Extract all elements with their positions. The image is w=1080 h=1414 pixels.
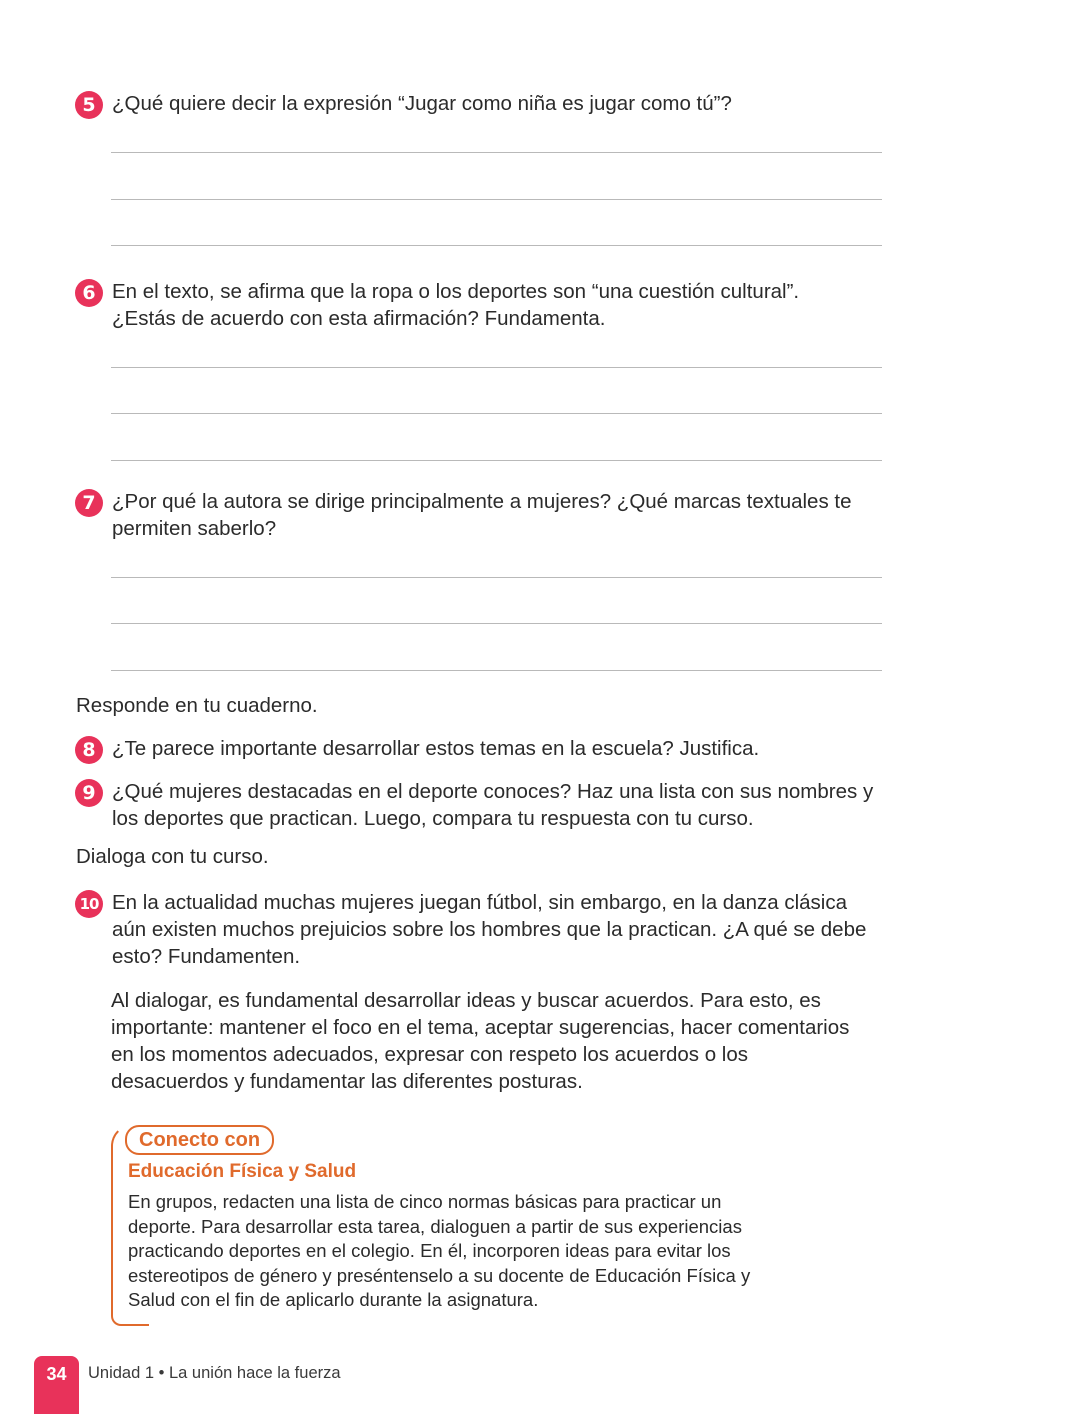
question-number-badge: 5 (75, 91, 103, 119)
section-heading-dialog: Dialoga con tu curso. (76, 845, 269, 868)
answer-line[interactable] (111, 623, 882, 624)
question-8 (75, 735, 895, 762)
answer-line[interactable] (111, 152, 882, 153)
answer-line[interactable] (111, 413, 882, 414)
answer-line[interactable] (111, 367, 882, 368)
answer-line[interactable] (111, 460, 882, 461)
question-text: ¿Qué mujeres destacadas en el deporte conoces? Haz una lista con sus nombres y los deportes que practican. Luego, compara tu respuesta con tu curso. (112, 780, 874, 830)
answer-line[interactable] (111, 245, 882, 246)
question-text: ¿Qué quiere decir la expresión “Jugar como niña es jugar como tú”? (112, 92, 732, 115)
question-text: En el texto, se afirma que la ropa o los deportes son “una cuestión cultural”. ¿Estás de acuerdo con esta afirmación? Fundamenta. (112, 280, 800, 330)
question-number-badge: 7 (75, 489, 103, 517)
answer-line[interactable] (111, 577, 882, 578)
answer-line[interactable] (111, 199, 882, 200)
page-number: 34 (46, 1364, 67, 1384)
question-text: ¿Por qué la autora se dirige principalmente a mujeres? ¿Qué marcas textuales te permiten saberlo? (112, 490, 852, 540)
question-text: ¿Te parece importante desarrollar estos temas en la escuela? Justifica. (112, 737, 760, 760)
question-10 (75, 889, 895, 970)
question-7 (75, 488, 895, 542)
question-number-badge: 6 (75, 279, 103, 307)
question-text: En la actualidad muchas mujeres juegan fútbol, sin embargo, en la danza clásica aún existen muchos prejuicios sobre los hombres que la practican. ¿A qué se debe esto? Fundamenten. (112, 891, 867, 968)
answer-line[interactable] (111, 670, 882, 671)
question-9 (75, 778, 895, 832)
question-number-badge: 10 (75, 890, 103, 918)
connect-box-text: En grupos, redacten una lista de cinco normas básicas para practicar un deporte. Para desarrollar esta tarea, dialoguen a partir de sus experiencias practicando deportes en el colegio. En él, incorporen ideas para evitar los estereotipos de género y preséntenselo a su docente de Educación Física y Salud con el fin de aplicarlo durante la asignatura. (128, 1191, 751, 1310)
dialog-tip-paragraph: Al dialogar, es fundamental desarrollar ideas y buscar acuerdos. Para esto, es importante: mantener el foco en el tema, aceptar sugerencias, hacer comentarios en los momentos adecuados, expresar con respeto los acuerdos o los desacuerdos y fundamentar las diferentes posturas. (111, 989, 850, 1093)
connect-box-label: Conecto con (125, 1125, 274, 1155)
question-6 (75, 278, 895, 332)
question-number-badge: 8 (75, 736, 103, 764)
footer-unit-label: Unidad 1 • La unión hace la fuerza (88, 1364, 341, 1382)
question-5 (75, 90, 895, 117)
connect-box-subject: Educación Física y Salud (128, 1161, 357, 1182)
question-number-badge: 9 (75, 779, 103, 807)
section-heading-notebook: Responde en tu cuaderno. (76, 694, 318, 717)
